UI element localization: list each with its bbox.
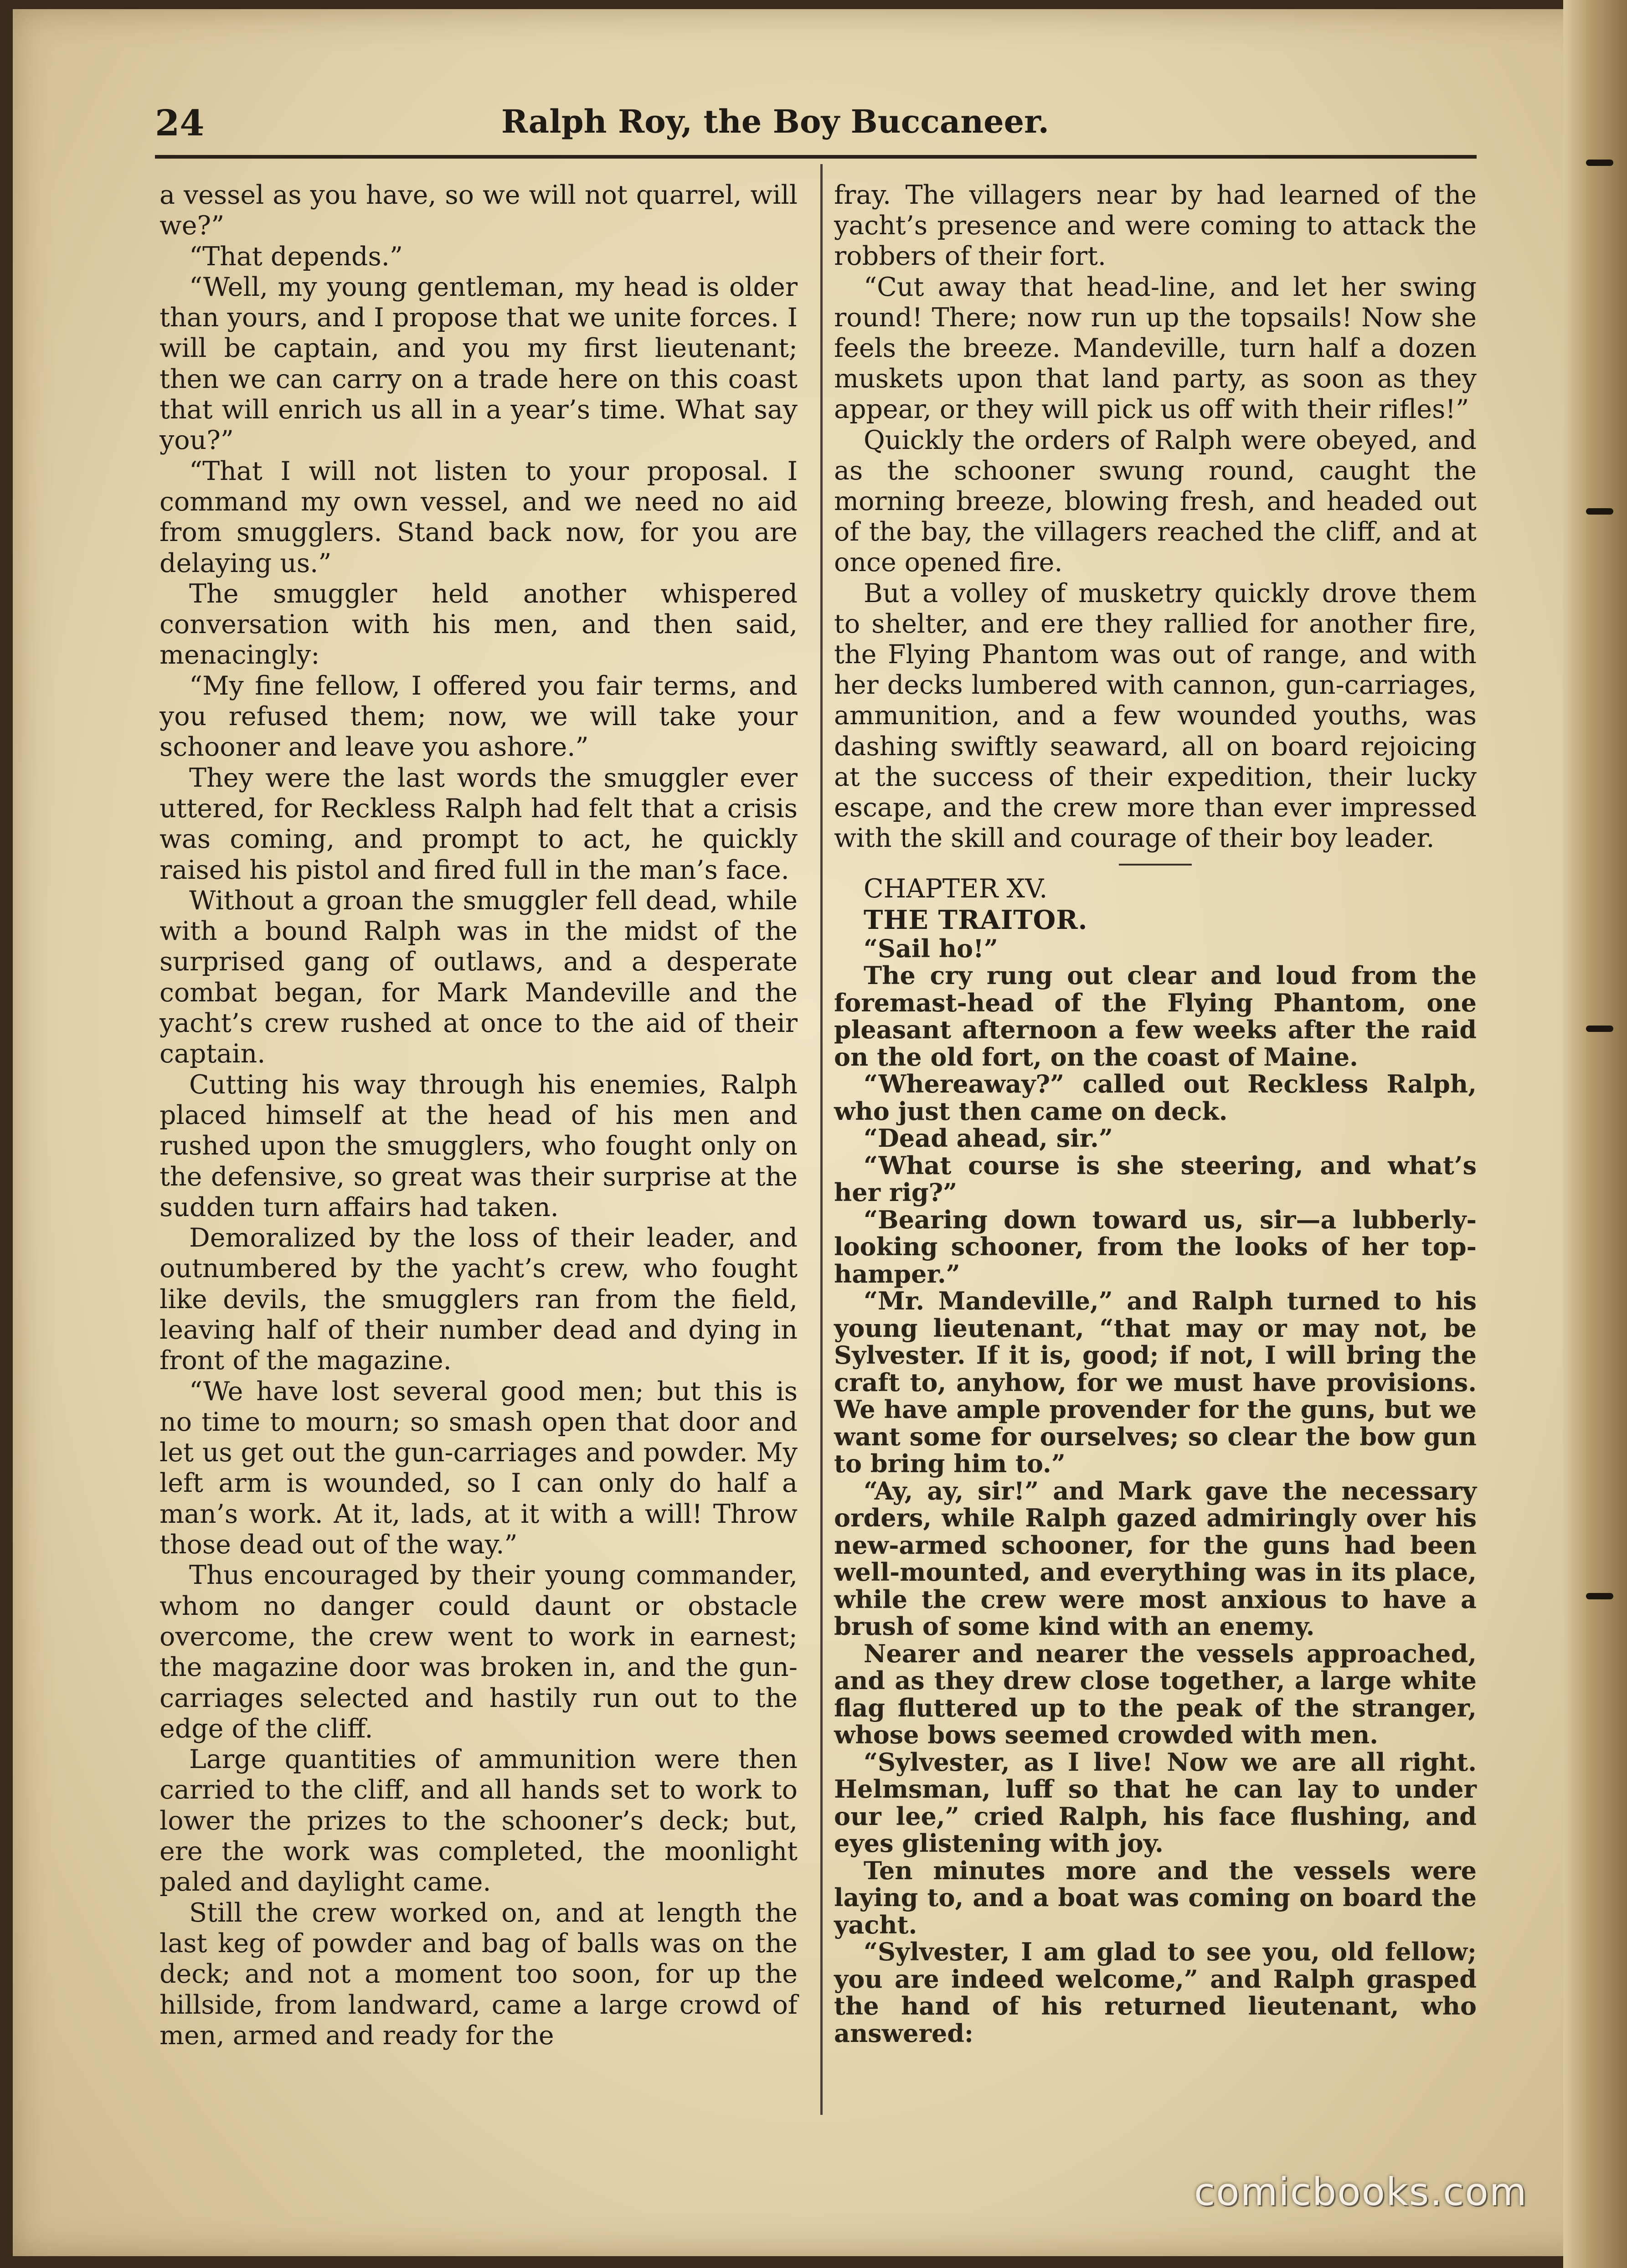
staple-mark xyxy=(1586,508,1613,515)
paragraph: Thus encouraged by their young commander, whom no danger could daunt or obstacle overcome, the crew went to work in earnest; the magazine door was broken in, and the gun-carriages selected and hastily run out to the edge of the cliff. xyxy=(160,1560,798,1744)
paragraph: “Dead ahead, sir.” xyxy=(864,1124,1113,1153)
chapter-rule xyxy=(1119,864,1192,866)
paragraph: “My fine fellow, I offered you fair terms, and you refused them; now, we will take your schooner and leave you ashore.” xyxy=(160,670,798,763)
left-column xyxy=(160,180,798,2051)
staple-mark xyxy=(1586,1026,1613,1032)
paragraph: Nearer and nearer the vessels approached, and as they drew close together, a large white flag fluttered up to the peak of the stranger, whose bows seemed crowded with men. xyxy=(834,1639,1477,1750)
chapter-title: THE TRAITOR. xyxy=(864,904,1088,935)
paragraph: Ten minutes more and the vessels were laying to, and a boat was coming on board the yacht. xyxy=(834,1856,1477,1939)
paragraph: The cry rung out clear and loud from the foremast-head of the Flying Phantom, one pleasant afternoon a few weeks after the raid on the old fort, on the coast of Maine. xyxy=(834,961,1477,1072)
watermark: comicbooks.com xyxy=(1194,2170,1528,2214)
column-divider xyxy=(820,164,823,2115)
paragraph: “Bearing down toward us, sir—a lubberly-looking schooner, from the looks of her top-hamper.” xyxy=(834,1205,1477,1289)
page-number: 24 xyxy=(155,103,205,144)
paragraph: “Mr. Mandeville,” and Ralph turned to his young lieutenant, “that may or may not, be Sylvester. If it is, good; if not, I will bring the craft to, anyhow, for we must have provisions. We have ample provender for the guns, but we want some for ourselves; so clear the bow gun to bring him to.” xyxy=(834,1286,1477,1479)
running-title: Ralph Roy, the Boy Buccaneer. xyxy=(501,103,1049,140)
paragraph: The smuggler held another whispered conversation with his men, and then said, menacingly: xyxy=(160,578,798,670)
paragraph: “What course is she steering, and what’s her rig?” xyxy=(834,1150,1477,1207)
page-gutter xyxy=(1563,0,1627,2268)
paragraph: “We have lost several good men; but this is no time to mourn; so smash open that door and let us get out the gun-carriages and powder. My left arm is wounded, so I can only do half a man’s work. At it, lads, at it with a will! Throw those dead out of the way.” xyxy=(160,1376,798,1560)
paragraph: “Cut away that head-line, and let her swing round! There; now run up the topsails! Now she feels the breeze. Mandeville, turn half a dozen muskets upon that land party, as soon as they appear, or they will pick us off with their rifles!” xyxy=(834,272,1477,425)
paragraph: “Sylvester, as I live! Now we are all right. Helmsman, luff so that he can lay to under our lee,” cried Ralph, his face flushing, and eyes glistening with joy. xyxy=(834,1747,1477,1858)
right-column xyxy=(834,180,1477,2047)
paragraph: “That I will not listen to your proposal. I command my own vessel, and we need no aid from smugglers. Stand back now, for you are delaying us.” xyxy=(160,456,798,578)
paragraph: “Sylvester, I am glad to see you, old fellow; you are indeed welcome,” and Ralph grasped the hand of his returned lieutenant, who answered: xyxy=(834,1937,1477,2048)
paragraph: fray. The villagers near by had learned of the yacht’s presence and were coming to attack the robbers of their fort. xyxy=(834,180,1477,272)
paragraph: Demoralized by the loss of their leader, and outnumbered by the yacht’s crew, who fought like devils, the smugglers ran from the field, leaving half of their number dead and dying in front of the magazine. xyxy=(160,1223,798,1376)
paragraph: Large quantities of ammunition were then carried to the cliff, and all hands set to work to lower the prizes to the schooner’s deck; but, ere the work was completed, the moonlight paled and daylight came. xyxy=(160,1744,798,1897)
staple-mark xyxy=(1586,160,1613,166)
paragraph: Quickly the orders of Ralph were obeyed, and as the schooner swung round, caught the morning breeze, blowing fresh, and headed out of the bay, the villagers reached the cliff, and at once opened fire. xyxy=(834,425,1477,578)
paragraph: “Well, my young gentleman, my head is older than yours, and I propose that we unite forces. I will be captain, and you my first lieutenant; then we can carry on a trade here on this coast that will enrich us all in a year’s time. What say you?” xyxy=(160,272,798,456)
paragraph: “Whereaway?” called out Reckless Ralph, who just then came on deck. xyxy=(834,1069,1477,1126)
paragraph: Cutting his way through his enemies, Ralph placed himself at the head of his men and rushed upon the smugglers, who fought only on the defensive, so great was their surprise at the sudden turn affairs had taken. xyxy=(160,1069,798,1222)
paragraph: But a volley of musketry quickly drove them to shelter, and ere they rallied for another fire, the Flying Phantom was out of range, and with her decks lumbered with cannon, gun-carriages, ammunition, and a few wounded youths, was dashing swiftly seaward, all on board rejoicing at the success of their expedition, their lucky escape, and the crew more than ever impressed with the skill and courage of their boy leader. xyxy=(834,578,1477,854)
chapter-body xyxy=(834,935,1477,2047)
paragraph: a vessel as you have, so we will not quarrel, will we?” xyxy=(160,180,798,241)
header-rule xyxy=(155,155,1477,159)
paragraph: Without a groan the smuggler fell dead, while with a bound Ralph was in the midst of the surprised gang of outlaws, and a desperate combat began, for Mark Mandeville and the yacht’s crew rushed at once to the aid of their captain. xyxy=(160,885,798,1069)
paragraph: “Sail ho!” xyxy=(864,933,998,963)
chapter-number: CHAPTER XV. xyxy=(864,874,1048,904)
paragraph: “Ay, ay, sir!” and Mark gave the necessary orders, while Ralph gazed admiringly over his new-armed schooner, for the guns had been well-mounted, and everything was in its place, while the crew were most anxious to have a brush of some kind with an enemy. xyxy=(834,1476,1477,1641)
staple-mark xyxy=(1586,1593,1613,1599)
paragraph: They were the last words the smuggler ever uttered, for Reckless Ralph had felt that a crisis was coming, and prompt to act, he quickly raised his pistol and fired full in the man’s face. xyxy=(160,763,798,885)
paragraph: “That depends.” xyxy=(189,241,403,272)
paragraph: Still the crew worked on, and at length the last keg of powder and bag of balls was on the deck; and not a moment too soon, for up the hillside, from landward, came a large crowd of men, armed and ready for the xyxy=(160,1897,798,2051)
